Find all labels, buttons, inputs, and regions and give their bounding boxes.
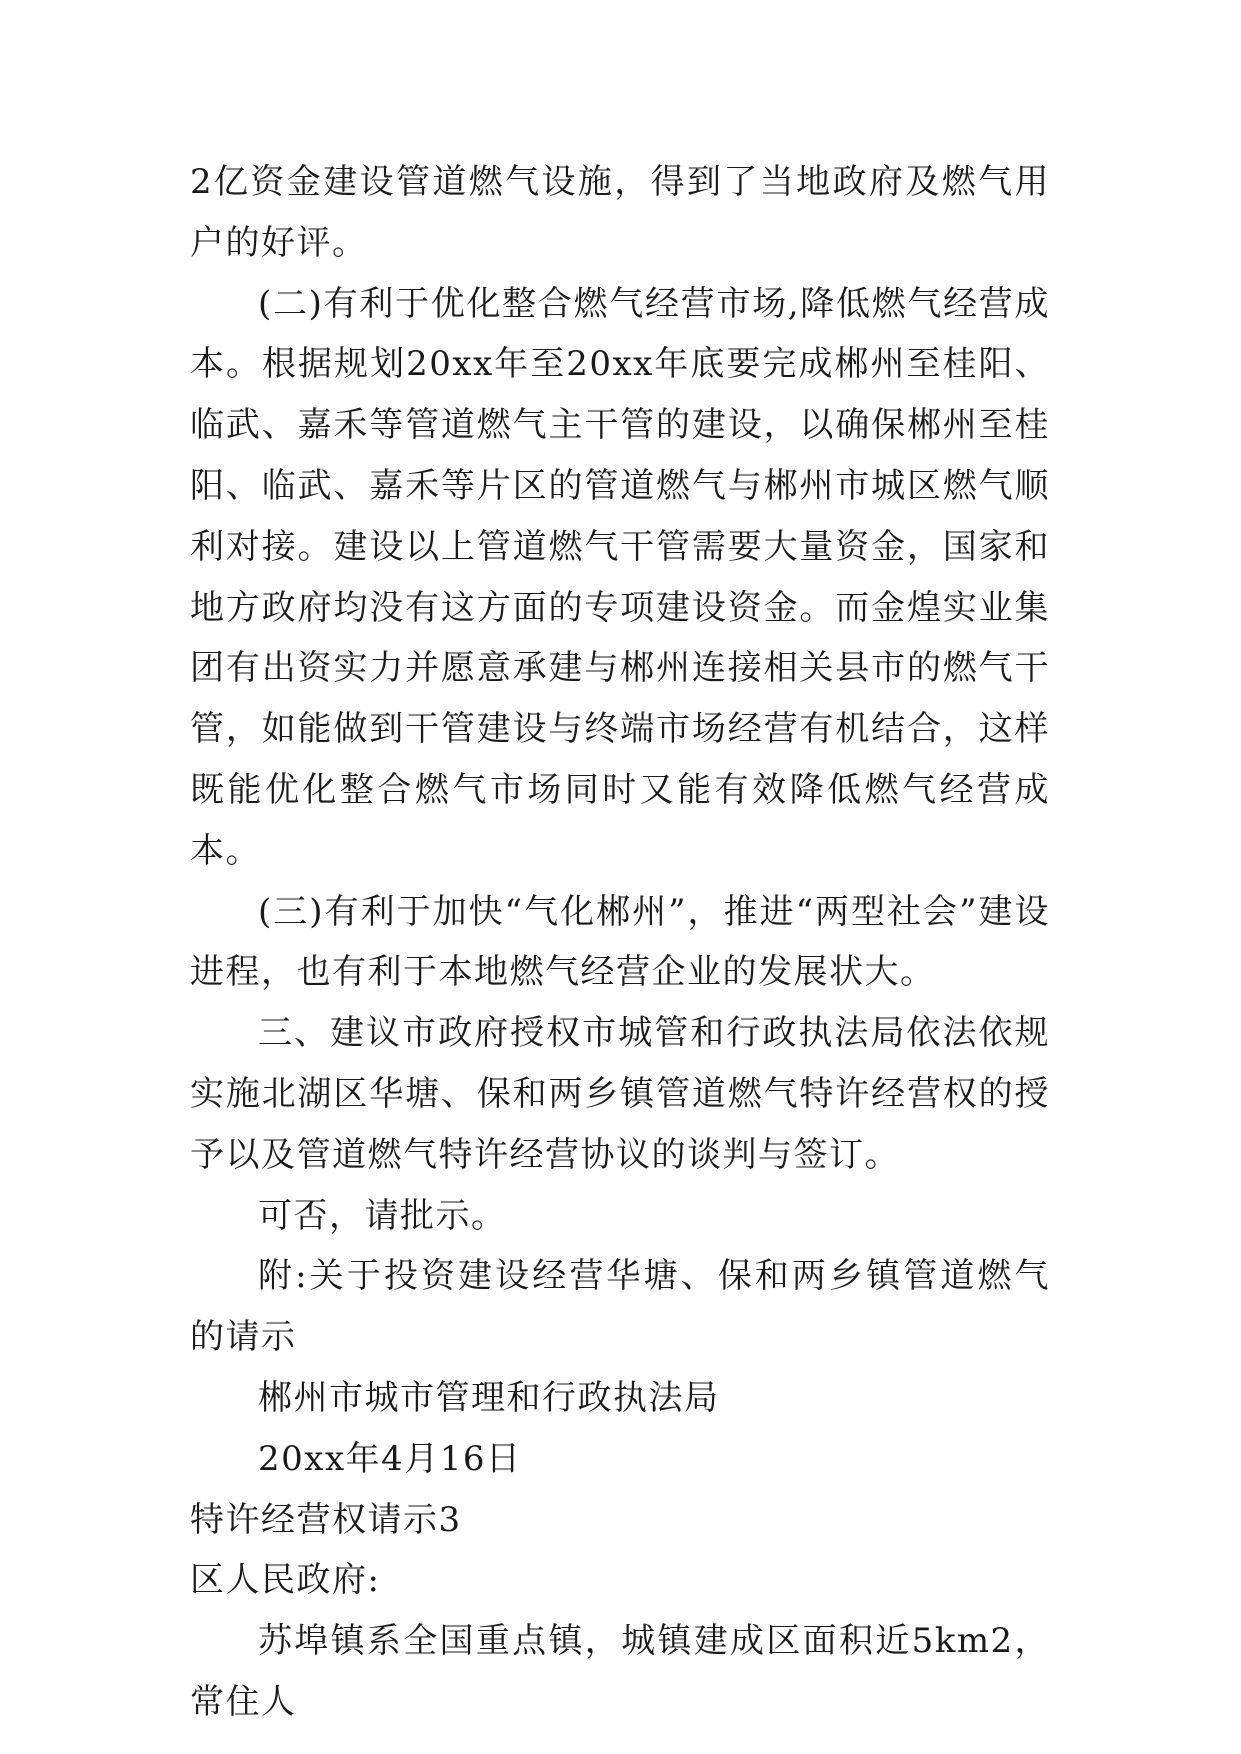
section-heading: 特许经营权请示3 xyxy=(190,1499,462,1540)
paragraph-request-approval: 可否，请批示。 xyxy=(258,1195,507,1236)
paragraph-attachment: 附:关于投资建设经营华塘、保和两乡镇管道燃气的请示 xyxy=(190,1256,1050,1358)
signature-organization: 郴州市城市管理和行政执法局 xyxy=(258,1377,720,1418)
paragraph-continuation: 2亿资金建设管道燃气设施，得到了当地政府及燃气用户的好评。 xyxy=(190,162,1050,263)
paragraph-point-two: (二)有利于优化整合燃气经营市场,降低燃气经营成本。根据规划20xx年至20xx年底要完成郴州至桂阳、临武、嘉禾等管道燃气主干管的建设，以确保郴州至桂阳、临武、嘉禾等片区的管道燃气与郴州市城区燃气顺利对接。建设以上管道燃气干管需要大量资金，国家和地方政府均没有这方面的专项建设资金。而金煌实业集团有出资实力并愿意承建与郴州连接相关县市的燃气干管，如能做到干管建设与终端市场经营有机结合，这样既能优化整合燃气市场同时又能有效降低燃气经营成本。 xyxy=(190,283,1050,871)
paragraph-point-three: (三)有利于加快“气化郴州”，推进“两型社会”建设进程，也有利于本地燃气经营企业的发展状大。 xyxy=(190,891,1050,993)
signature-date: 20xx年4月16日 xyxy=(258,1438,522,1479)
paragraph-intro: 苏埠镇系全国重点镇，城镇建成区面积近5km2，常住人 xyxy=(190,1621,1050,1722)
addressee: 区人民政府: xyxy=(190,1560,381,1601)
paragraph-section-three: 三、建议市政府授权市城管和行政执法局依法依规实施北湖区华塘、保和两乡镇管道燃气特许经营权的授予以及管道燃气特许经营协议的谈判与签订。 xyxy=(190,1013,1050,1175)
document-body xyxy=(190,152,1050,1733)
